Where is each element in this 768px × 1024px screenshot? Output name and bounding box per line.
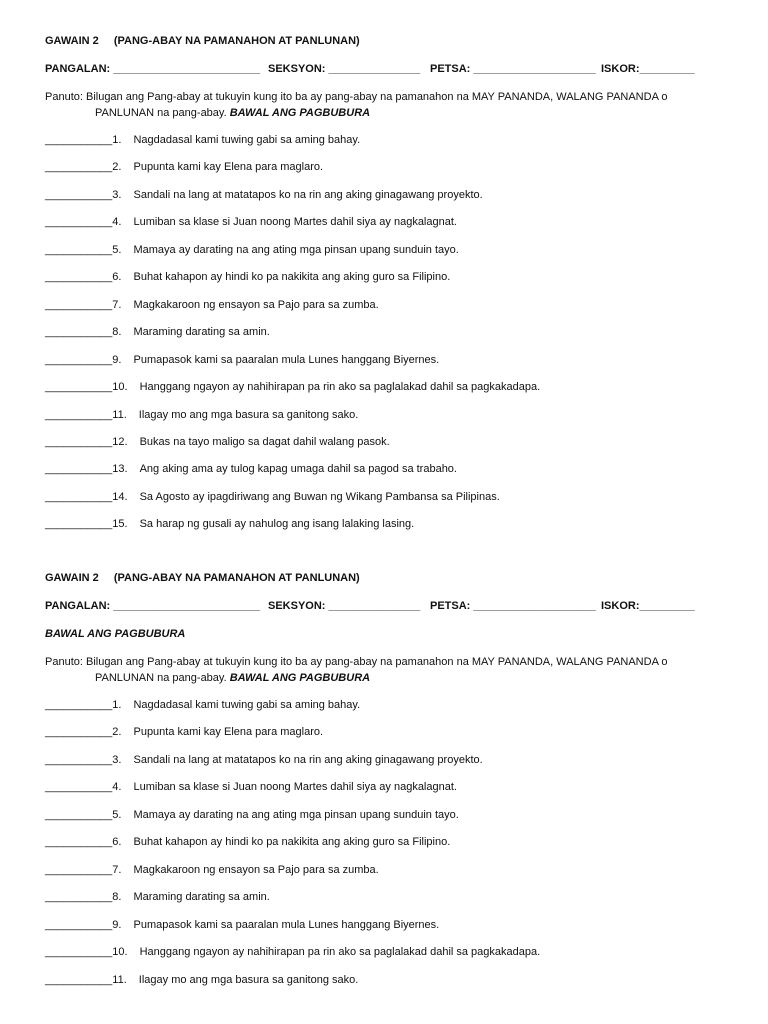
item-text: Ilagay mo ang mga basura sa ganitong sako. (138, 973, 359, 986)
item-text: Lumiban sa klase si Juan noong Martes dahil siya ay nagkalagnat. (133, 781, 457, 794)
item-text: Magkakaroon ng ensayon sa Pajo para sa zumba. (133, 298, 379, 311)
item-text: Sandali na lang at matatapos ko na rin ang aking ginagawang proyekto. (133, 188, 483, 201)
title-code: GAWAIN 2 (45, 35, 99, 47)
answer-blank[interactable]: ___________ (45, 243, 113, 256)
list-item (45, 161, 323, 173)
item-number: 8. (112, 326, 122, 339)
item-number: 7. (112, 298, 122, 311)
list-item (45, 436, 390, 448)
list-item (45, 134, 360, 146)
item-text: Nagdadasal kami tuwing gabi sa aming bahay. (133, 699, 361, 711)
item-text: Maraming darating sa amin. (133, 891, 270, 904)
item-text: Ang aking ama ay tulog kapag umaga dahil sa pagod sa trabaho. (139, 463, 457, 476)
item-text: Maraming darating sa amin. (133, 326, 270, 339)
answer-blank[interactable]: ___________ (45, 134, 113, 146)
list-item (45, 754, 483, 766)
item-number: 6. (112, 271, 122, 284)
list-item (45, 836, 450, 848)
item-number: 13. (112, 463, 128, 476)
item-text: Mamaya ay darating na ang ating mga pinsan upang sunduin tayo. (133, 243, 459, 256)
item-text: Sa Agosto ay ipagdiriwang ang Buwan ng Wikang Pambansa sa Pilipinas. (139, 490, 500, 503)
item-text: Ilagay mo ang mga basura sa ganitong sako. (138, 408, 359, 421)
answer-blank[interactable]: ___________ (45, 753, 113, 766)
list-item (45, 354, 439, 366)
item-number: 8. (112, 891, 122, 904)
answer-blank[interactable]: ___________ (45, 946, 113, 959)
list-item (45, 781, 457, 793)
item-text: Sa harap ng gusali ay nahulog ang isang lalaking lasing. (139, 518, 415, 531)
answer-blank[interactable]: ___________ (45, 726, 113, 739)
worksheet-title-1 (45, 35, 372, 47)
answer-blank[interactable]: ___________ (45, 271, 113, 284)
pangalan-field[interactable]: PANGALAN: ________________________ (45, 63, 261, 75)
item-number: 6. (112, 836, 122, 849)
iskor-field[interactable]: ISKOR:_________ (601, 600, 695, 612)
item-number: 11. (112, 408, 127, 421)
answer-blank[interactable]: ___________ (45, 216, 113, 229)
item-number: 1. (112, 699, 122, 711)
item-text: Mamaya ay darating na ang ating mga pinsan upang sunduin tayo. (133, 808, 459, 821)
panuto-line-1: Panuto: Bilugan ang Pang-abay at tukuyin kung ito ba ay pang-abay na pamanahon na MAY PANANDA, WALANG PANANDA o (45, 91, 668, 103)
list-item (45, 326, 270, 338)
worksheet-title-2 (45, 572, 372, 584)
answer-blank[interactable]: ___________ (45, 490, 113, 503)
answer-blank[interactable]: ___________ (45, 699, 113, 711)
item-text: Buhat kahapon ay hindi ko pa nakikita ang aking guro sa Filipino. (133, 271, 451, 284)
item-number: 14. (112, 490, 128, 503)
answer-blank[interactable]: ___________ (45, 863, 113, 876)
answer-blank[interactable]: ___________ (45, 353, 113, 366)
panuto-line-2 (95, 107, 370, 119)
item-number: 10. (112, 381, 128, 394)
item-number: 9. (112, 353, 122, 366)
list-item (45, 463, 457, 475)
answer-blank[interactable]: ___________ (45, 518, 113, 531)
item-number: 4. (112, 781, 122, 794)
list-item (45, 189, 483, 201)
iskor-field[interactable]: ISKOR:_________ (601, 63, 695, 75)
list-item (45, 864, 379, 876)
answer-blank[interactable]: ___________ (45, 463, 113, 476)
answer-blank[interactable]: ___________ (45, 808, 113, 821)
seksyon-field[interactable]: SEKSYON: _______________ (268, 600, 421, 612)
item-text: Bukas na tayo maligo sa dagat dahil walang pasok. (139, 435, 390, 448)
bawal-note-top: BAWAL ANG PAGBUBURA (45, 628, 186, 640)
answer-blank[interactable]: ___________ (45, 435, 113, 448)
list-item (45, 271, 450, 283)
list-item (45, 518, 414, 530)
list-item (45, 699, 360, 711)
answer-blank[interactable]: ___________ (45, 161, 113, 174)
item-text: Pumapasok kami sa paaralan mula Lunes hanggang Biyernes. (133, 353, 440, 366)
answer-blank[interactable]: ___________ (45, 408, 113, 421)
list-item (45, 491, 500, 503)
bawal-note: BAWAL ANG PAGBUBURA (229, 107, 371, 119)
item-text: Nagdadasal kami tuwing gabi sa aming bahay. (133, 134, 361, 146)
item-number: 12. (112, 435, 128, 448)
item-number: 5. (112, 808, 122, 821)
item-text: Pupunta kami kay Elena para maglaro. (133, 161, 324, 174)
item-number: 7. (112, 863, 122, 876)
item-number: 11. (112, 973, 127, 986)
list-item (45, 974, 358, 986)
item-number: 9. (112, 918, 122, 931)
title-code: GAWAIN 2 (45, 572, 99, 584)
petsa-field[interactable]: PETSA: ____________________ (430, 63, 596, 75)
item-text: Magkakaroon ng ensayon sa Pajo para sa zumba. (133, 863, 379, 876)
list-item (45, 726, 323, 738)
answer-blank[interactable]: ___________ (45, 918, 113, 931)
item-number: 1. (112, 134, 122, 146)
item-number: 3. (112, 753, 122, 766)
item-number: 4. (112, 216, 122, 229)
answer-blank[interactable]: ___________ (45, 298, 113, 311)
item-text: Pumapasok kami sa paaralan mula Lunes hanggang Biyernes. (133, 918, 440, 931)
item-text: Buhat kahapon ay hindi ko pa nakikita ang aking guro sa Filipino. (133, 836, 451, 849)
panuto-line-2-text: PANLUNAN na pang-abay. (95, 107, 227, 119)
panuto-line-2-text: PANLUNAN na pang-abay. (95, 672, 227, 684)
pangalan-field[interactable]: PANGALAN: ________________________ (45, 600, 261, 612)
answer-blank[interactable]: ___________ (45, 891, 113, 904)
item-number: 2. (112, 726, 122, 739)
list-item (45, 809, 459, 821)
panuto-line-1: Panuto: Bilugan ang Pang-abay at tukuyin kung ito ba ay pang-abay na pamanahon na MAY PANANDA, WALANG PANANDA o (45, 656, 668, 668)
list-item (45, 216, 457, 228)
answer-blank[interactable]: ___________ (45, 326, 113, 339)
petsa-field[interactable]: PETSA: ____________________ (430, 600, 596, 612)
title-text: (PANG-ABAY NA PAMANAHON AT PANLUNAN) (113, 572, 360, 584)
item-number: 2. (112, 161, 122, 174)
item-text: Hanggang ngayon ay nahihirapan pa rin ako sa paglalakad dahil sa pagkakadapa. (139, 381, 541, 394)
item-text: Pupunta kami kay Elena para maglaro. (133, 726, 324, 739)
list-item (45, 891, 270, 903)
item-text: Lumiban sa klase si Juan noong Martes dahil siya ay nagkalagnat. (133, 216, 457, 229)
bawal-note: BAWAL ANG PAGBUBURA (229, 672, 371, 684)
list-item (45, 299, 379, 311)
list-item (45, 244, 459, 256)
item-number: 15. (112, 518, 128, 531)
title-text: (PANG-ABAY NA PAMANAHON AT PANLUNAN) (113, 35, 360, 47)
answer-blank[interactable]: ___________ (45, 781, 113, 794)
answer-blank[interactable]: ___________ (45, 836, 113, 849)
item-text: Hanggang ngayon ay nahihirapan pa rin ako sa paglalakad dahil sa pagkakadapa. (139, 946, 541, 959)
item-number: 5. (112, 243, 122, 256)
item-text: Sandali na lang at matatapos ko na rin ang aking ginagawang proyekto. (133, 753, 483, 766)
answer-blank[interactable]: ___________ (45, 973, 113, 986)
list-item (45, 381, 540, 393)
list-item (45, 946, 540, 958)
panuto-line-2 (95, 672, 370, 684)
item-number: 10. (112, 946, 128, 959)
item-number: 3. (112, 188, 122, 201)
seksyon-field[interactable]: SEKSYON: _______________ (268, 63, 421, 75)
list-item (45, 919, 439, 931)
answer-blank[interactable]: ___________ (45, 381, 113, 394)
list-item (45, 409, 358, 421)
answer-blank[interactable]: ___________ (45, 188, 113, 201)
